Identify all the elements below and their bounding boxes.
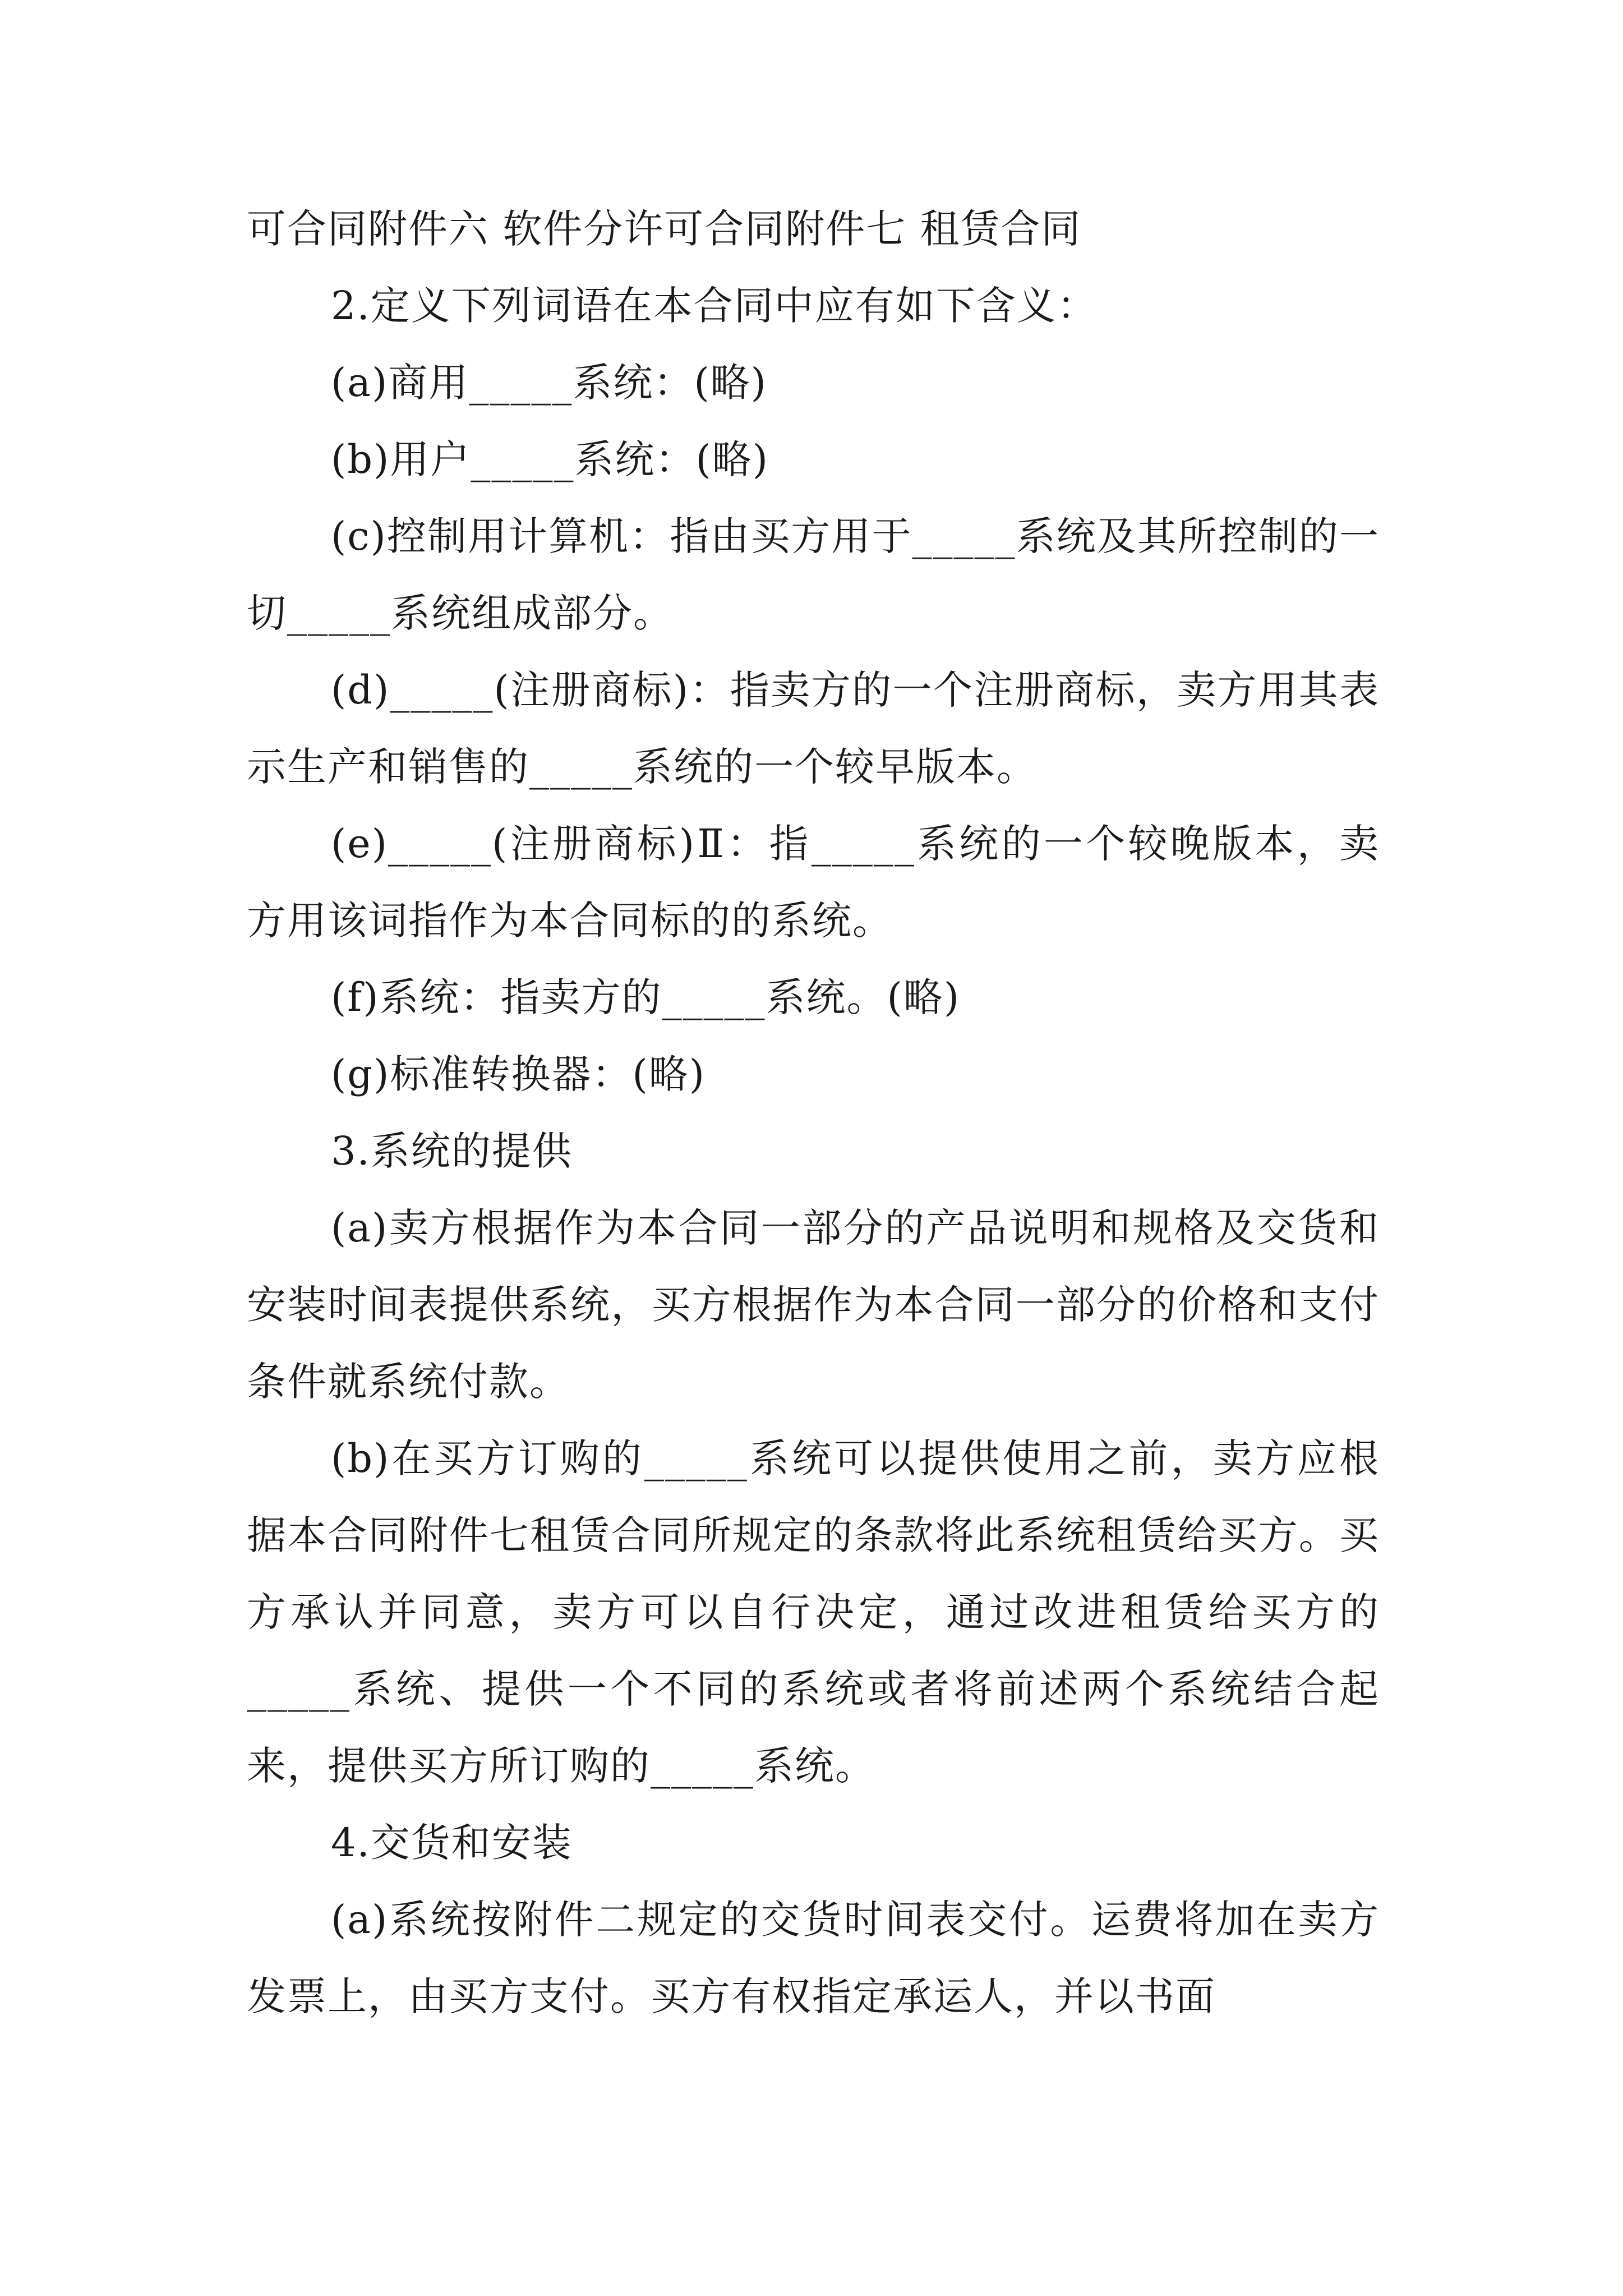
paragraph-definition-c: (c)控制用计算机：指由买方用于_____系统及其所控制的一切_____系统组成部分。 bbox=[247, 513, 1380, 636]
paragraph-system-supply-b: (b)在买方订购的_____系统可以提供使用之前，卖方应根据本合同附件七租赁合同所规定的条款将此系统租赁给买方。买方承认并同意，卖方可以自行决定，通过改进租赁给买方的_____系统、提供一个不同的系统或者将前述两个系统结合起来，提供买方所订购的_____系统。 bbox=[247, 1435, 1380, 1789]
paragraph-definition-a: (a)商用_____系统：(略) bbox=[331, 360, 767, 406]
paragraph-definition-d: (d)_____(注册商标)：指卖方的一个注册商标，卖方用其表示生产和销售的_____系统的一个较早版本。 bbox=[247, 667, 1380, 790]
paragraph-definition-e: (e)_____(注册商标)Ⅱ：指_____系统的一个较晚版本，卖方用该词指作为本合同标的的系统。 bbox=[247, 821, 1380, 944]
paragraph-definition-b: (b)用户_____系统：(略) bbox=[331, 436, 769, 482]
paragraph-definition-f: (f)系统：指卖方的_____系统。(略) bbox=[331, 974, 961, 1020]
paragraph-delivery-heading: 4.交货和安装 bbox=[331, 1820, 573, 1866]
paragraph-definition-g: (g)标准转换器：(略) bbox=[331, 1051, 706, 1097]
document-body bbox=[247, 191, 1380, 2035]
paragraph-attachments-continued: 可合同附件六 软件分许可合同附件七 租赁合同 bbox=[247, 206, 1082, 252]
paragraph-system-supply-a: (a)卖方根据作为本合同一部分的产品说明和规格及交货和安装时间表提供系统，买方根据作为本合同一部分的价格和支付条件就系统付款。 bbox=[247, 1205, 1380, 1405]
paragraph-system-supply-heading: 3.系统的提供 bbox=[331, 1128, 573, 1174]
paragraph-delivery-a: (a)系统按附件二规定的交货时间表交付。运费将加在卖方发票上，由买方支付。买方有权指定承运人，并以书面 bbox=[247, 1897, 1380, 2019]
paragraph-definitions-heading: 2.定义下列词语在本合同中应有如下含义： bbox=[331, 283, 1098, 329]
